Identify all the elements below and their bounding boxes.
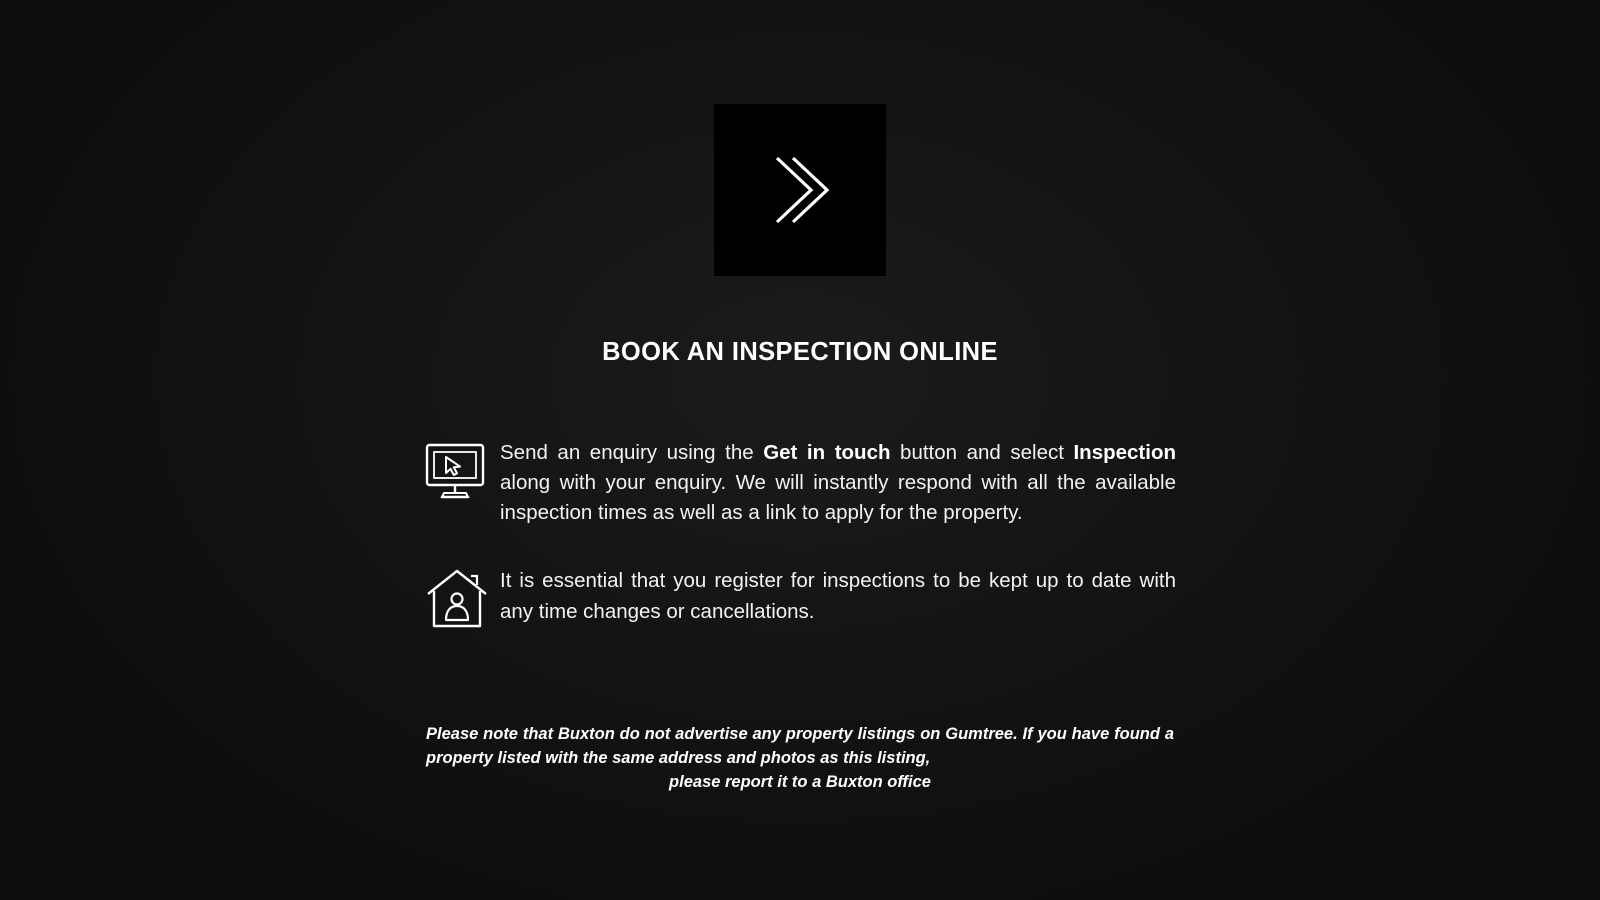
list-item-text [500,438,1176,528]
text-segment: button and select [890,441,1074,464]
page-title: BOOK AN INSPECTION ONLINE [602,338,998,366]
list-item [424,438,1176,528]
list-item [424,566,1176,630]
text-bold-get-in-touch: Get in touch [763,441,891,464]
text-bold-inspection: Inspection [1073,441,1176,464]
text-segment: along with your enquiry. We will instantly respond with all the available inspection times as well as a link to apply for the property. [500,471,1176,525]
disclaimer-note [426,723,1174,795]
disclaimer-last-line: please report it to a Buxton office [669,772,931,791]
list-item-text: It is essential that you register for inspections to be kept up to date with any time changes or cancellations. [500,569,1176,623]
text-segment: Send an enquiry using the [500,441,764,464]
house-person-icon [424,566,500,630]
disclaimer-main: Please note that Buxton do not advertise any property listings on Gumtree. If you have found a property listed with the same address and photos as this listing, [426,725,1174,767]
monitor-cursor-icon [424,438,500,500]
brand-logo-panel [714,104,886,276]
info-list [424,438,1176,630]
chevron-right-logo-icon [771,154,829,226]
